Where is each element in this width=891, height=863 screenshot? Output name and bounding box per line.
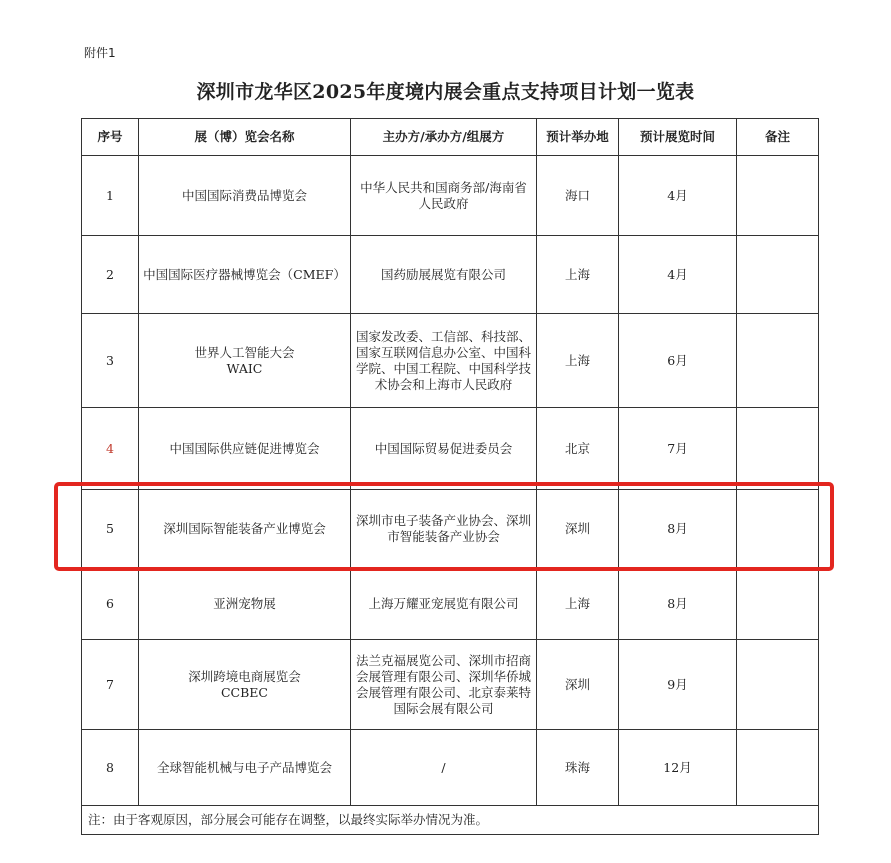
cell-name: 中国国际供应链促进博览会 — [139, 408, 351, 490]
page-title: 深圳市龙华区2025年度境内展会重点支持项目计划一览表 — [196, 81, 695, 103]
header-remark: 备注 — [737, 119, 819, 156]
cell-time: 12月 — [619, 730, 737, 806]
cell-place: 北京 — [537, 408, 619, 490]
cell-organizer: 中国国际贸易促进委员会 — [351, 408, 537, 490]
cell-organizer: 上海万耀亚宠展览有限公司 — [351, 568, 537, 640]
table-row — [82, 408, 819, 490]
cell-time: 8月 — [619, 490, 737, 568]
cell-no: 4 — [82, 408, 139, 490]
cell-no: 2 — [82, 236, 139, 314]
table-note: 注：由于客观原因，部分展会可能存在调整，以最终实际举办情况为准。 — [82, 806, 819, 835]
cell-remark — [737, 314, 819, 408]
cell-organizer: 法兰克福展览公司、深圳市招商会展管理有限公司、深圳华侨城会展管理有限公司、北京泰莱特国际会展有限公司 — [351, 640, 537, 730]
cell-name: 中国国际消费品博览会 — [139, 156, 351, 236]
cell-time: 6月 — [619, 314, 737, 408]
cell-place: 深圳 — [537, 490, 619, 568]
cell-time: 7月 — [619, 408, 737, 490]
cell-remark — [737, 236, 819, 314]
cell-no: 3 — [82, 314, 139, 408]
table-row — [82, 568, 819, 640]
cell-place: 珠海 — [537, 730, 619, 806]
cell-time: 4月 — [619, 236, 737, 314]
header-place: 预计举办地 — [537, 119, 619, 156]
cell-name: 深圳跨境电商展览会 CCBEC — [139, 640, 351, 730]
cell-name: 亚洲宠物展 — [139, 568, 351, 640]
cell-organizer: / — [351, 730, 537, 806]
cell-name: 中国国际医疗器械博览会（CMEF） — [139, 236, 351, 314]
cell-time: 8月 — [619, 568, 737, 640]
table-row — [82, 730, 819, 806]
cell-remark — [737, 640, 819, 730]
cell-no: 8 — [82, 730, 139, 806]
cell-organizer: 中华人民共和国商务部/海南省人民政府 — [351, 156, 537, 236]
cell-place: 深圳 — [537, 640, 619, 730]
cell-place: 上海 — [537, 236, 619, 314]
cell-place: 上海 — [537, 568, 619, 640]
cell-no: 5 — [82, 490, 139, 568]
table-row — [82, 314, 819, 408]
table-row — [82, 236, 819, 314]
table-row — [82, 156, 819, 236]
note-row — [82, 806, 819, 835]
header-name: 展（博）览会名称 — [139, 119, 351, 156]
exhibition-table — [81, 118, 819, 835]
highlight-box — [54, 482, 834, 571]
cell-organizer: 深圳市电子装备产业协会、深圳市智能装备产业协会 — [351, 490, 537, 568]
cell-no: 7 — [82, 640, 139, 730]
cell-no: 1 — [82, 156, 139, 236]
header-time: 预计展览时间 — [619, 119, 737, 156]
cell-organizer: 国药励展展览有限公司 — [351, 236, 537, 314]
table-header-row — [82, 119, 819, 156]
cell-organizer: 国家发改委、工信部、科技部、国家互联网信息办公室、中国科学院、中国工程院、中国科学技术协会和上海市人民政府 — [351, 314, 537, 408]
cell-no: 6 — [82, 568, 139, 640]
cell-name: 世界人工智能大会 WAIC — [139, 314, 351, 408]
cell-place: 海口 — [537, 156, 619, 236]
header-no: 序号 — [82, 119, 139, 156]
cell-name: 全球智能机械与电子产品博览会 — [139, 730, 351, 806]
cell-time: 9月 — [619, 640, 737, 730]
cell-remark — [737, 730, 819, 806]
table-row — [82, 640, 819, 730]
cell-name: 深圳国际智能装备产业博览会 — [139, 490, 351, 568]
cell-remark — [737, 568, 819, 640]
header-organizer: 主办方/承办方/组展方 — [351, 119, 537, 156]
cell-time: 4月 — [619, 156, 737, 236]
attachment-label: 附件1 — [84, 46, 116, 60]
cell-remark — [737, 408, 819, 490]
cell-remark — [737, 156, 819, 236]
cell-place: 上海 — [537, 314, 619, 408]
